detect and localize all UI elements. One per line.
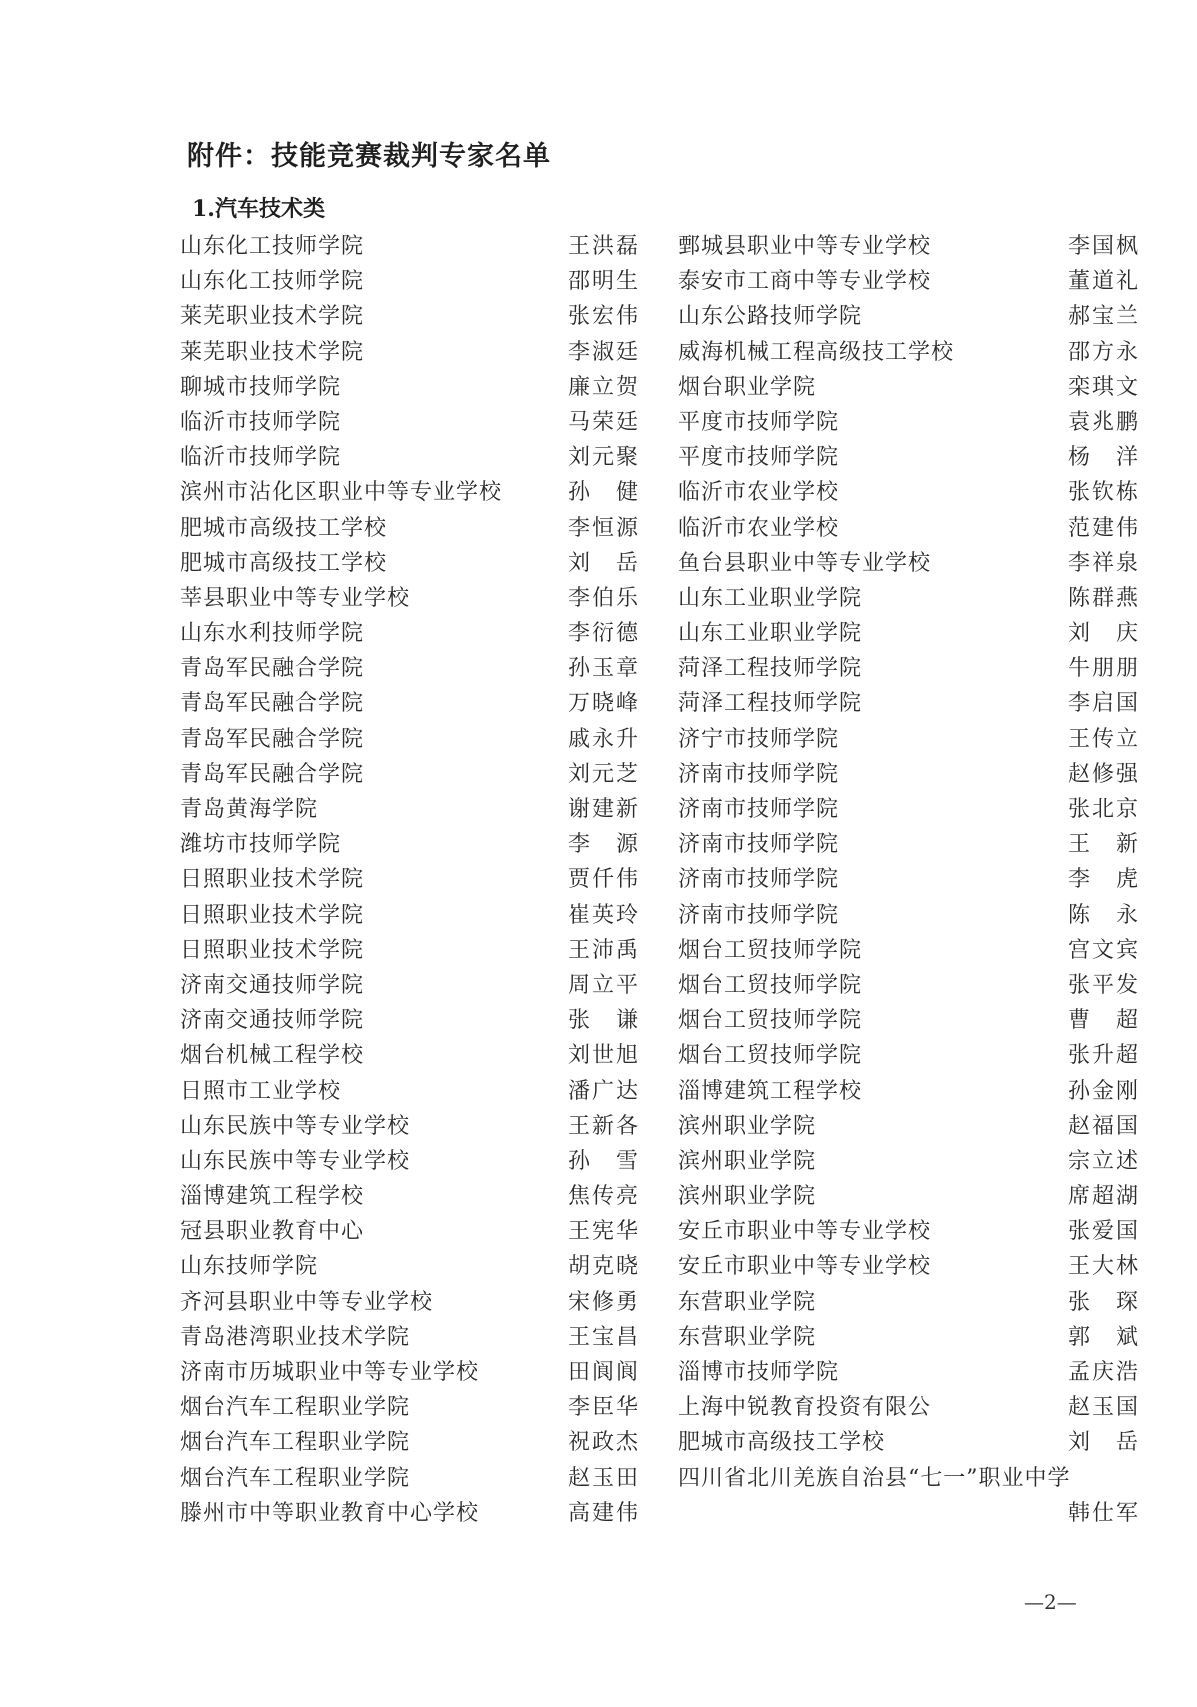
list-item bbox=[678, 1249, 1140, 1284]
school-name: 山东民族中等专业学校 bbox=[180, 1148, 411, 1174]
list-item bbox=[678, 1425, 1140, 1460]
school-name: 肥城市高级技工学校 bbox=[180, 515, 388, 541]
school-name: 上海中锐教育投资有限公 bbox=[678, 1395, 932, 1421]
school-name: 济南交通技师学院 bbox=[180, 972, 365, 998]
school-name: 莱芜职业技术学院 bbox=[180, 339, 365, 365]
referee-name: 高建伟 bbox=[567, 1500, 640, 1526]
list-item bbox=[678, 1179, 1140, 1214]
referee-name: 曹 超 bbox=[1067, 1008, 1140, 1034]
referee-name: 赵玉国 bbox=[1067, 1395, 1140, 1421]
list-item bbox=[678, 1461, 1140, 1531]
list-item bbox=[180, 722, 640, 757]
list-item bbox=[678, 546, 1140, 581]
referee-name: 王 新 bbox=[1067, 832, 1140, 858]
school-name: 山东工业职业学院 bbox=[678, 621, 863, 647]
school-name: 莱芜职业技术学院 bbox=[180, 304, 365, 330]
school-name: 肥城市高级技工学校 bbox=[678, 1430, 886, 1456]
school-name: 济南市技师学院 bbox=[678, 867, 840, 893]
referee-name: 刘元聚 bbox=[567, 445, 640, 471]
list-item bbox=[678, 651, 1140, 686]
referee-name: 祝政杰 bbox=[567, 1430, 640, 1456]
referee-name: 张 琛 bbox=[1067, 1289, 1140, 1315]
list-item bbox=[678, 722, 1140, 757]
list-item bbox=[180, 757, 640, 792]
list-item bbox=[678, 264, 1140, 299]
school-name: 济南市技师学院 bbox=[678, 902, 840, 928]
school-name: 平度市技师学院 bbox=[678, 445, 840, 471]
list-item bbox=[678, 968, 1140, 1003]
referee-name: 栾琪文 bbox=[1067, 374, 1140, 400]
school-name: 青岛军民融合学院 bbox=[180, 691, 365, 717]
referee-name: 张宏伟 bbox=[567, 304, 640, 330]
list-item bbox=[180, 335, 640, 370]
list-item bbox=[678, 1355, 1140, 1390]
list-item bbox=[678, 370, 1140, 405]
referee-name: 刘 岳 bbox=[567, 550, 640, 576]
school-name: 淄博建筑工程学校 bbox=[180, 1184, 365, 1210]
list-item bbox=[180, 264, 640, 299]
referee-name: 廉立贺 bbox=[567, 374, 640, 400]
list-item bbox=[180, 1355, 640, 1390]
list-item bbox=[678, 511, 1140, 546]
list-item bbox=[180, 405, 640, 440]
referee-name: 戚永升 bbox=[567, 726, 640, 752]
referee-name: 袁兆鹏 bbox=[1067, 409, 1140, 435]
list-item bbox=[180, 1214, 640, 1249]
list-item bbox=[180, 651, 640, 686]
referee-name: 王洪磊 bbox=[567, 234, 640, 259]
school-name: 滨州职业学院 bbox=[678, 1113, 817, 1139]
list-item bbox=[180, 933, 640, 968]
school-name: 安丘市职业中等专业学校 bbox=[678, 1219, 932, 1245]
school-name: 肥城市高级技工学校 bbox=[180, 550, 388, 576]
list-item bbox=[678, 827, 1140, 862]
referee-name: 宫文宾 bbox=[1067, 937, 1140, 963]
school-name: 山东水利技师学院 bbox=[180, 621, 365, 647]
school-name: 临沂市技师学院 bbox=[180, 445, 342, 471]
school-name: 烟台工贸技师学院 bbox=[678, 972, 863, 998]
list-item bbox=[678, 1144, 1140, 1179]
list-item bbox=[678, 299, 1140, 334]
referee-name: 王宪华 bbox=[567, 1219, 640, 1245]
school-name: 东营职业学院 bbox=[678, 1289, 817, 1315]
left-column bbox=[180, 229, 640, 1531]
referee-name: 周立平 bbox=[567, 972, 640, 998]
list-item bbox=[678, 1214, 1140, 1249]
referee-name: 宗立述 bbox=[1067, 1148, 1140, 1174]
referee-name: 李臣华 bbox=[567, 1395, 640, 1421]
list-item bbox=[678, 862, 1140, 897]
referee-name: 李 源 bbox=[567, 832, 640, 858]
school-name: 泰安市工商中等专业学校 bbox=[678, 269, 932, 295]
school-name: 淄博建筑工程学校 bbox=[678, 1078, 863, 1104]
school-name: 日照职业技术学院 bbox=[180, 937, 365, 963]
referee-name: 王新各 bbox=[567, 1113, 640, 1139]
school-name: 临沂市农业学校 bbox=[678, 480, 840, 506]
school-name: 菏泽工程技师学院 bbox=[678, 691, 863, 717]
referee-name: 马荣廷 bbox=[567, 409, 640, 435]
list-item bbox=[678, 1390, 1140, 1425]
list-item bbox=[180, 968, 640, 1003]
section-heading: 1.汽车技术类 bbox=[192, 196, 325, 222]
school-name: 冠县职业教育中心 bbox=[180, 1219, 365, 1245]
referee-name: 张北京 bbox=[1067, 797, 1140, 822]
list-item bbox=[180, 792, 640, 827]
referee-name: 张爱国 bbox=[1067, 1219, 1140, 1245]
list-item bbox=[180, 475, 640, 510]
school-name: 济宁市技师学院 bbox=[678, 726, 840, 752]
referee-name: 万晓峰 bbox=[567, 691, 640, 717]
referee-name: 李 虎 bbox=[1067, 867, 1140, 893]
school-name: 青岛军民融合学院 bbox=[180, 761, 365, 787]
school-name: 安丘市职业中等专业学校 bbox=[678, 1254, 932, 1280]
list-item bbox=[678, 405, 1140, 440]
list-item bbox=[678, 1109, 1140, 1144]
list-item bbox=[180, 827, 640, 862]
school-name: 青岛港湾职业技术学院 bbox=[180, 1324, 411, 1350]
list-item bbox=[180, 1496, 640, 1531]
school-name: 鱼台县职业中等专业学校 bbox=[678, 550, 932, 576]
school-name: 济南市历城职业中等专业学校 bbox=[180, 1360, 480, 1385]
school-name: 烟台机械工程学校 bbox=[180, 1043, 365, 1069]
referee-name: 范建伟 bbox=[1067, 515, 1140, 541]
referee-name: 王宝昌 bbox=[567, 1324, 640, 1350]
list-item bbox=[180, 616, 640, 651]
right-column bbox=[678, 229, 1140, 1531]
list-item bbox=[180, 1285, 640, 1320]
school-name: 日照职业技术学院 bbox=[180, 902, 365, 928]
list-item bbox=[678, 1285, 1140, 1320]
referee-name: 孙 雪 bbox=[567, 1148, 640, 1174]
referee-name: 贾仟伟 bbox=[567, 867, 640, 893]
school-name: 青岛军民融合学院 bbox=[180, 656, 365, 682]
school-name: 山东公路技师学院 bbox=[678, 304, 863, 330]
referee-name: 孙金刚 bbox=[1067, 1078, 1140, 1104]
referee-name: 郭 斌 bbox=[1067, 1324, 1140, 1350]
referee-name: 孟庆浩 bbox=[1067, 1360, 1140, 1385]
list-item bbox=[678, 792, 1140, 827]
list-item bbox=[180, 1390, 640, 1425]
school-name: 菏泽工程技师学院 bbox=[678, 656, 863, 682]
list-item bbox=[678, 475, 1140, 510]
list-item bbox=[180, 686, 640, 721]
school-name: 聊城市技师学院 bbox=[180, 374, 342, 400]
school-name: 烟台汽车工程职业学院 bbox=[180, 1465, 411, 1491]
list-item bbox=[180, 229, 640, 264]
school-name: 山东化工技师学院 bbox=[180, 269, 365, 295]
referee-name: 焦传亮 bbox=[567, 1184, 640, 1210]
list-item bbox=[678, 616, 1140, 651]
page-number: —2— bbox=[1024, 1590, 1077, 1614]
referee-name: 郝宝兰 bbox=[1067, 304, 1140, 330]
school-name: 山东工业职业学院 bbox=[678, 585, 863, 611]
referee-name: 席超湖 bbox=[1067, 1184, 1140, 1210]
list-item bbox=[678, 1320, 1140, 1355]
school-name: 齐河县职业中等专业学校 bbox=[180, 1289, 434, 1315]
referee-name: 赵修强 bbox=[1067, 761, 1140, 787]
list-item bbox=[180, 1461, 640, 1496]
school-name: 平度市技师学院 bbox=[678, 409, 840, 435]
school-name: 淄博市技师学院 bbox=[678, 1360, 840, 1385]
list-item bbox=[678, 440, 1140, 475]
referee-name: 牛朋朋 bbox=[1067, 656, 1140, 682]
school-name: 临沂市农业学校 bbox=[678, 515, 840, 541]
referee-name: 李淑廷 bbox=[567, 339, 640, 365]
referee-name: 王传立 bbox=[1067, 726, 1140, 752]
list-item bbox=[180, 1109, 640, 1144]
school-name: 滕州市中等职业教育中心学校 bbox=[180, 1500, 480, 1526]
referee-name: 刘 庆 bbox=[1067, 621, 1140, 647]
list-item bbox=[180, 299, 640, 334]
school-name: 山东民族中等专业学校 bbox=[180, 1113, 411, 1139]
school-name: 四川省北川羌族自治县“七一”职业中学 bbox=[678, 1465, 1071, 1491]
list-item bbox=[180, 1038, 640, 1073]
school-name: 青岛军民融合学院 bbox=[180, 726, 365, 752]
referee-name: 刘世旭 bbox=[567, 1043, 640, 1069]
referee-name: 李恒源 bbox=[567, 515, 640, 541]
referee-name: 韩仕军 bbox=[1067, 1500, 1140, 1526]
referee-name: 陈群燕 bbox=[1067, 585, 1140, 611]
school-name: 山东技师学院 bbox=[180, 1254, 319, 1280]
school-name: 滨州市沾化区职业中等专业学校 bbox=[180, 480, 503, 506]
school-name: 潍坊市技师学院 bbox=[180, 832, 342, 858]
list-item bbox=[678, 1003, 1140, 1038]
referee-name: 赵玉田 bbox=[567, 1465, 640, 1491]
school-name: 山东化工技师学院 bbox=[180, 234, 365, 259]
school-name: 烟台汽车工程职业学院 bbox=[180, 1395, 411, 1421]
school-name: 烟台职业学院 bbox=[678, 374, 817, 400]
school-name: 烟台工贸技师学院 bbox=[678, 1008, 863, 1034]
list-item bbox=[678, 1074, 1140, 1109]
school-name: 济南市技师学院 bbox=[678, 797, 840, 822]
list-item bbox=[180, 1179, 640, 1214]
referee-name: 李衍德 bbox=[567, 621, 640, 647]
school-name: 临沂市技师学院 bbox=[180, 409, 342, 435]
referee-name: 王大林 bbox=[1067, 1254, 1140, 1280]
list-item bbox=[678, 335, 1140, 370]
referee-name: 刘 岳 bbox=[1067, 1430, 1140, 1456]
school-name: 莘县职业中等专业学校 bbox=[180, 585, 411, 611]
referee-name: 潘广达 bbox=[567, 1078, 640, 1104]
school-name: 青岛黄海学院 bbox=[180, 797, 319, 822]
referee-name: 孙玉章 bbox=[567, 656, 640, 682]
list-item bbox=[180, 1425, 640, 1460]
list-item bbox=[180, 1144, 640, 1179]
referee-name: 张升超 bbox=[1067, 1043, 1140, 1069]
school-name: 鄄城县职业中等专业学校 bbox=[678, 234, 932, 259]
school-name: 烟台汽车工程职业学院 bbox=[180, 1430, 411, 1456]
school-name: 威海机械工程高级技工学校 bbox=[678, 339, 955, 365]
list-item bbox=[180, 1249, 640, 1284]
referee-name: 董道礼 bbox=[1067, 269, 1140, 295]
list-item bbox=[678, 229, 1140, 264]
list-item bbox=[180, 511, 640, 546]
school-name: 滨州职业学院 bbox=[678, 1184, 817, 1210]
list-item bbox=[180, 862, 640, 897]
school-name: 烟台工贸技师学院 bbox=[678, 1043, 863, 1069]
referee-name: 邵方永 bbox=[1067, 339, 1140, 365]
school-name: 烟台工贸技师学院 bbox=[678, 937, 863, 963]
school-name: 济南交通技师学院 bbox=[180, 1008, 365, 1034]
list-item bbox=[180, 898, 640, 933]
school-name: 滨州职业学院 bbox=[678, 1148, 817, 1174]
list-item bbox=[180, 440, 640, 475]
school-name: 济南市技师学院 bbox=[678, 761, 840, 787]
school-name: 济南市技师学院 bbox=[678, 832, 840, 858]
referee-name: 宋修勇 bbox=[567, 1289, 640, 1315]
document-title: 附件：技能竞赛裁判专家名单 bbox=[187, 141, 551, 172]
referee-name: 李伯乐 bbox=[567, 585, 640, 611]
referee-name: 张平发 bbox=[1067, 972, 1140, 998]
list-item bbox=[678, 757, 1140, 792]
referee-name: 孙 健 bbox=[567, 480, 640, 506]
referee-name: 刘元芝 bbox=[567, 761, 640, 787]
referee-name: 邵明生 bbox=[567, 269, 640, 295]
list-item bbox=[678, 898, 1140, 933]
list-item bbox=[180, 1320, 640, 1355]
referee-name: 李国枫 bbox=[1067, 234, 1140, 259]
referee-name: 张 谦 bbox=[567, 1008, 640, 1034]
list-item bbox=[678, 581, 1140, 616]
referee-name: 杨 洋 bbox=[1067, 445, 1140, 471]
list-item bbox=[180, 1003, 640, 1038]
school-name: 东营职业学院 bbox=[678, 1324, 817, 1350]
referee-name: 田阆阆 bbox=[567, 1360, 640, 1385]
referee-name: 谢建新 bbox=[567, 797, 640, 822]
referee-name: 张钦栋 bbox=[1067, 480, 1140, 506]
list-item bbox=[180, 546, 640, 581]
referee-name: 王沛禹 bbox=[567, 937, 640, 963]
referee-name: 李祥泉 bbox=[1067, 550, 1140, 576]
referee-name: 李启国 bbox=[1067, 691, 1140, 717]
referee-name: 陈 永 bbox=[1067, 902, 1140, 928]
list-item bbox=[678, 686, 1140, 721]
list-item bbox=[678, 933, 1140, 968]
list-item bbox=[678, 1038, 1140, 1073]
school-name: 日照职业技术学院 bbox=[180, 867, 365, 893]
list-item bbox=[180, 370, 640, 405]
list-item bbox=[180, 1074, 640, 1109]
referee-name: 赵福国 bbox=[1067, 1113, 1140, 1139]
school-name: 日照市工业学校 bbox=[180, 1078, 342, 1104]
referee-name: 崔英玲 bbox=[567, 902, 640, 928]
list-item bbox=[180, 581, 640, 616]
referee-name: 胡克晓 bbox=[567, 1254, 640, 1280]
